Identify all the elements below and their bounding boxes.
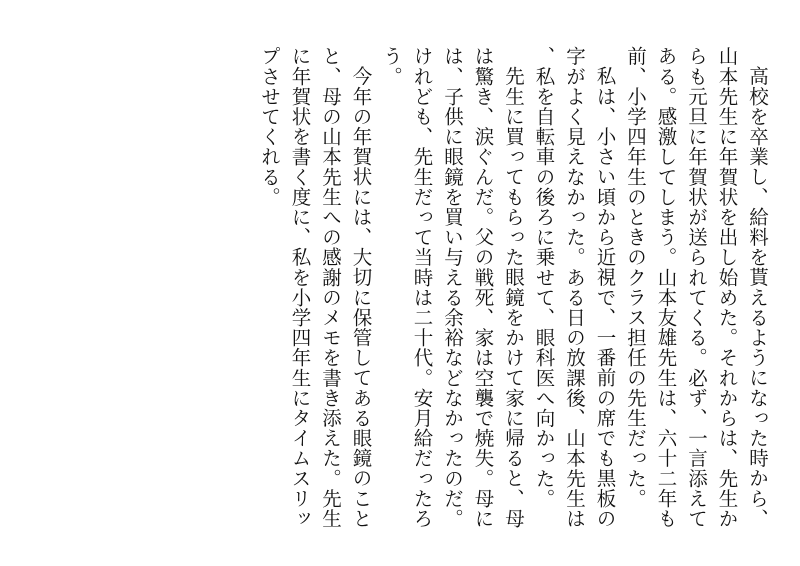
paragraph-2: 私は、小さい頃から近視で、一番前の席でも黒板の字がよく見えなかった。ある日の放課後、山本先生は、私を自転車の後ろに乗せて、眼科医へ向かった。 bbox=[532, 46, 617, 529]
paragraph-3: 先生に買ってもらった眼鏡をかけて家に帰ると、母は驚き、涙ぐんだ。父の戦死、家は空襲で焼失。母には、子供に眼鏡を買い与える余裕などなかったのだ。けれども、先生だって当時は二十代。安月給だったろう。 bbox=[380, 46, 525, 529]
paragraph-1: 高校を卒業し、給料を貰えるようになった時から、山本先生に年賀状を出し始めた。それからは、先生からも元旦に年賀状が送られてくる。必ず、一言添えてある。感激してしまう。山本友雄先生は、六十二年も前、小学四年生のときのクラス担任の先生だった。 bbox=[624, 46, 769, 529]
paragraph-4: 今年の年賀状には、大切に保管してある眼鏡のことと、母の山本先生への感謝のメモを書き添えた。先生に年賀状を書く度に、私を小学四年生にタイムスリップさせてくれる。 bbox=[258, 46, 373, 529]
vertical-essay-text bbox=[254, 46, 773, 536]
